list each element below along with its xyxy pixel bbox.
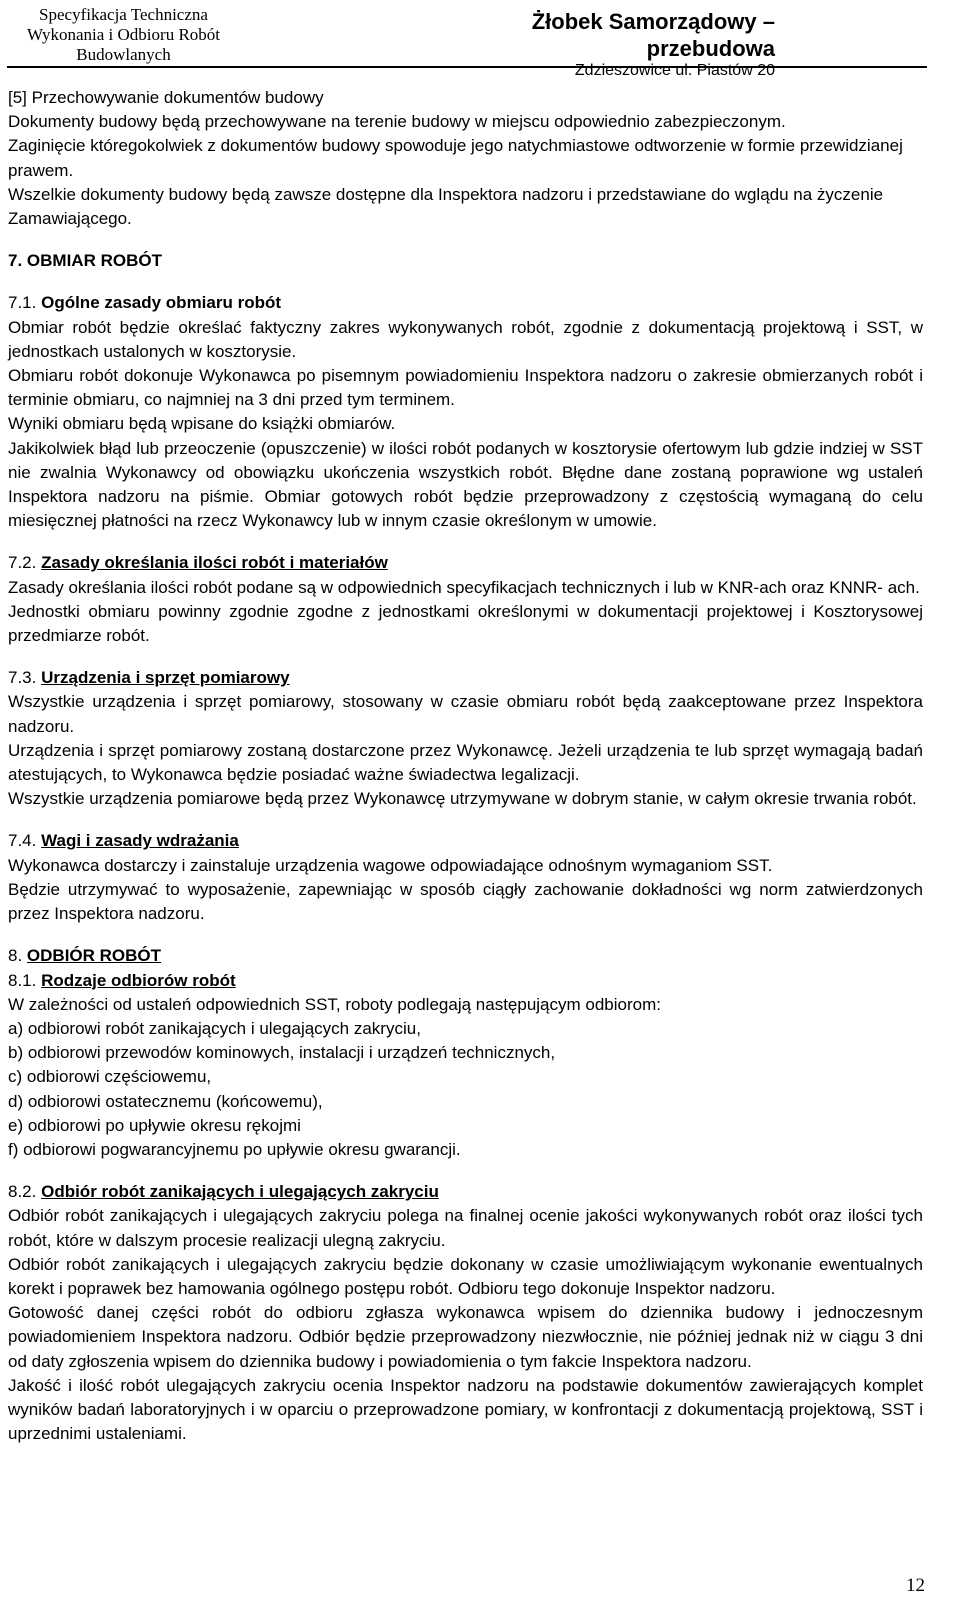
paragraph: Zasady określania ilości robót podane są w odpowiednich specyfikacjach technicznych i lub w KNR-ach oraz KNNR- ach. — [8, 577, 920, 597]
subsection-number: 7.1. — [8, 293, 37, 313]
paragraph: Będzie utrzymywać to wyposażenie, zapewniając w sposób ciągły zachowanie dokładności wg norm zatwierdzonych przez Inspektora nadzoru. — [8, 879, 923, 924]
subsection-title: Odbiór robót zanikających i ulegających zakryciu — [41, 1182, 439, 1202]
list-item: d) odbiorowi ostatecznemu (końcowemu), — [8, 1091, 323, 1111]
project-address: Zdzieszowice ul. Piastów 20 — [574, 62, 775, 79]
paragraph: Odbiór robót zanikających i ulegających zakryciu będzie dokonany w czasie umożliwiającym wykonanie ewentualnych korekt i poprawek bez hamowania ogólnego postępu robót. Odbioru tego dokonuje Inspektor nadzoru. — [8, 1254, 923, 1298]
paragraph: Urządzenia i sprzęt pomiarowy zostaną dostarczone przez Wykonawcę. Jeżeli urządzenia te lub sprzęt wymagają badań atestujących, to Wykonawca będzie posiadać ważne świadectwa legalizacji. — [8, 740, 923, 785]
header-spec-title — [11, 5, 236, 65]
paragraph: Wyniki obmiaru będą wpisane do książki obmiarów. — [8, 414, 396, 434]
section-number: 8. — [8, 946, 23, 966]
header-project — [440, 8, 775, 80]
paragraph: Jakikolwiek błąd lub przeoczenie (opuszczenie) w ilości robót podanych w kosztorysie ofertowym lub gdzie indziej w SST nie zwalnia Wykonawcy od obowiązku ukończenia wszystkich robót. Błędne dane zostaną poprawione wg ustaleń Inspektora nadzoru na piśmie. Obmiar gotowych robót będzie przeprowadzony z częstością wymaganą do celu miesięcznej płatności na rzecz Wykonawcy lub w innym czasie określonym w umowie. — [8, 438, 923, 531]
header-left-line: Wykonania i Odbioru Robót — [26, 25, 221, 44]
subsection-title: Wagi i zasady wdrażania — [41, 831, 239, 851]
section-title: OBMIAR ROBÓT — [26, 251, 162, 271]
subsection-heading — [8, 666, 923, 690]
paragraph: W zależności od ustaleń odpowiednich SST, roboty podlegają następującym odbiorom: — [8, 994, 661, 1014]
paragraph: Gotowość danej części robót do odbioru zgłasza wykonawca wpisem do dziennika budowy i jednoczesnym powiadomieniem Inspektora nadzoru. Odbiór będzie przeprowadzony niezwłocznie, nie później jednak niż w ciągu 3 dni od daty zgłoszenia wpisem do dziennika budowy i powiadomienia o tym fakcie Inspektora nadzoru. — [8, 1303, 923, 1371]
subsection-number: 8.1. — [8, 970, 37, 990]
list-item: f) odbiorowi pogwarancyjnemu po upływie okresu gwarancji. — [8, 1139, 461, 1159]
section-number: 7. — [8, 251, 23, 271]
subsection-heading — [8, 1180, 923, 1204]
paragraph: Dokumenty budowy będą przechowywane na terenie budowy w miejscu odpowiednio zabezpieczonym. — [8, 112, 786, 132]
paragraph: Jakość i ilość robót ulegających zakryciu ocenia Inspektor nadzoru na podstawie dokumentów zawierających komplet wyników badań laboratoryjnych i w oparciu o przeprowadzone pomiary, w konfrontacji z dokumentacją projektową, SST i uprzednimi ustaleniami. — [8, 1375, 923, 1444]
paragraph: Obmiaru robót dokonuje Wykonawca po pisemnym powiadomieniu Inspektora nadzoru o zakresie obmierzanych robót i terminie obmiaru, co najmniej na 3 dni przed tym terminem. — [8, 366, 923, 410]
list-item: e) odbiorowi po upływie okresu rękojmi — [8, 1115, 301, 1135]
subsection-title: Rodzaje odbiorów robót — [41, 970, 236, 990]
paragraph: Zaginięcie któregokolwiek z dokumentów budowy spowoduje jego natychmiastowe odtworzenie w formie przewidzianej prawem. — [8, 136, 903, 180]
subsection-number: 7.4. — [8, 831, 37, 851]
subsection-number: 7.3. — [8, 668, 37, 688]
subsection-number: 7.2. — [8, 553, 37, 573]
page-number: 12 — [906, 1575, 925, 1596]
paragraph: Wszystkie urządzenia pomiarowe będą przez Wykonawcę utrzymywane w dobrym stanie, w całym okresie trwania robót. — [8, 789, 917, 809]
list-item: a) odbiorowi robót zanikających i ulegających zakryciu, — [8, 1018, 421, 1038]
subsection-heading — [8, 551, 923, 575]
subsection-heading — [8, 829, 923, 853]
list-item: c) odbiorowi częściowemu, — [8, 1067, 212, 1087]
document-body — [8, 86, 923, 1446]
header-left-line: Specyfikacja Techniczna — [39, 5, 208, 24]
subsection-title: Urządzenia i sprzęt pomiarowy — [41, 668, 290, 688]
section-heading — [8, 944, 923, 968]
subsection-number: 8.2. — [8, 1182, 37, 1202]
paragraph: Wszelkie dokumenty budowy będą zawsze dostępne dla Inspektora nadzoru i przedstawiane do wglądu na życzenie Zamawiającego. — [8, 184, 884, 229]
paragraph: Odbiór robót zanikających i ulegających zakryciu polega na finalnej ocenie jakości wykonywanych robót oraz ilości tych robót, które w dalszym procesie realizacji ulegną zakryciu. — [8, 1206, 923, 1250]
section-heading: [5] Przechowywanie dokumentów budowy — [8, 88, 324, 107]
subsection-title: Ogólne zasady obmiaru robót — [41, 293, 282, 313]
paragraph: Jednostki obmiaru powinny zgodnie zgodne z jednostkami określonymi w dokumentacji projektowej i Kosztorysowej przedmiarze robót. — [8, 601, 923, 646]
project-title: Żłobek Samorządowy – przebudowa — [531, 9, 775, 61]
header-left-line: Budowlanych — [76, 45, 171, 64]
subsection-heading — [8, 291, 923, 315]
paragraph: Wszystkie urządzenia i sprzęt pomiarowy, stosowany w czasie obmiaru robót będą zaakceptowane przez Inspektora nadzoru. — [8, 692, 923, 736]
section-heading — [8, 249, 923, 273]
section-title: ODBIÓR ROBÓT — [26, 946, 162, 966]
paragraph: Wykonawca dostarczy i zainstaluje urządzenia wagowe odpowiadające odnośnym wymaganiom SST. — [8, 855, 773, 875]
header-divider — [7, 66, 927, 68]
subsection-heading — [8, 969, 923, 993]
list-item: b) odbiorowi przewodów kominowych, instalacji i urządzeń technicznych, — [8, 1043, 556, 1063]
paragraph: Obmiar robót będzie określać faktyczny zakres wykonywanych robót, zgodnie z dokumentacją projektową i SST, w jednostkach ustalonych w kosztorysie. — [8, 317, 923, 361]
subsection-title: Zasady określania ilości robót i materiałów — [41, 553, 388, 573]
